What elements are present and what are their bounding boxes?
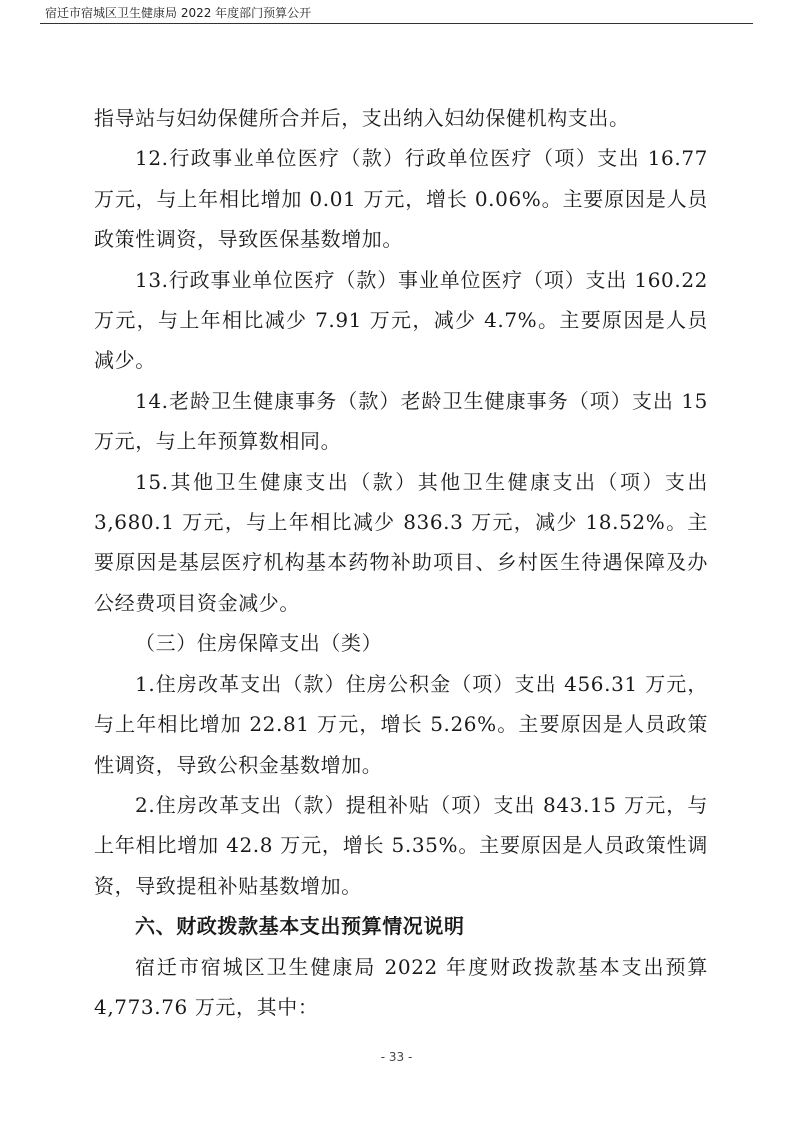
paragraph-housing-item-1: 1.住房改革支出（款）住房公积金（项）支出 456.31 万元，与上年相比增加 22.81 万元，增长 5.26%。主要原因是人员政策性调资，导致公积金基数增加。	[94, 671, 708, 777]
paragraph-item-14: 14.老龄卫生健康事务（款）老龄卫生健康事务（项）支出 15 万元，与上年预算数相同。	[94, 388, 708, 454]
paragraph-item-13: 13.行政事业单位医疗（款）事业单位医疗（项）支出 160.22 万元，与上年相比减少 7.91 万元，减少 4.7%。主要原因是人员减少。	[94, 267, 708, 373]
body-content	[94, 98, 708, 1027]
running-header: 宿迁市宿城区卫生健康局 2022 年度部门预算公开	[45, 6, 312, 20]
paragraph-item-15: 15.其他卫生健康支出（款）其他卫生健康支出（项）支出 3,680.1 万元，与上年相比减少 836.3 万元，减少 18.52%。主要原因是基层医疗机构基本药物补助项目、乡村医生待遇保障及办公经费项目资金减少。	[94, 469, 708, 615]
section-heading: 六、财政拨款基本支出预算情况说明	[135, 914, 465, 939]
page-number: - 33 -	[380, 1050, 413, 1064]
paragraph-item-12: 12.行政事业单位医疗（款）行政单位医疗（项）支出 16.77 万元，与上年相比增加 0.01 万元，增长 0.06%。主要原因是人员政策性调资，导致医保基数增加。	[94, 146, 708, 252]
header-rule	[40, 23, 753, 24]
subsection-heading-housing: （三）住房保障支出（类）	[135, 631, 383, 656]
paragraph-continuation: 指导站与妇幼保健所合并后，支出纳入妇幼保健机构支出。	[94, 106, 630, 130]
paragraph-closing: 宿迁市宿城区卫生健康局 2022 年度财政拨款基本支出预算 4,773.76 万元，其中：	[94, 954, 708, 1019]
paragraph-housing-item-2: 2.住房改革支出（款）提租补贴（项）支出 843.15 万元，与上年相比增加 42.8 万元，增长 5.35%。主要原因是人员政策性调资，导致提租补贴基数增加。	[94, 792, 708, 898]
